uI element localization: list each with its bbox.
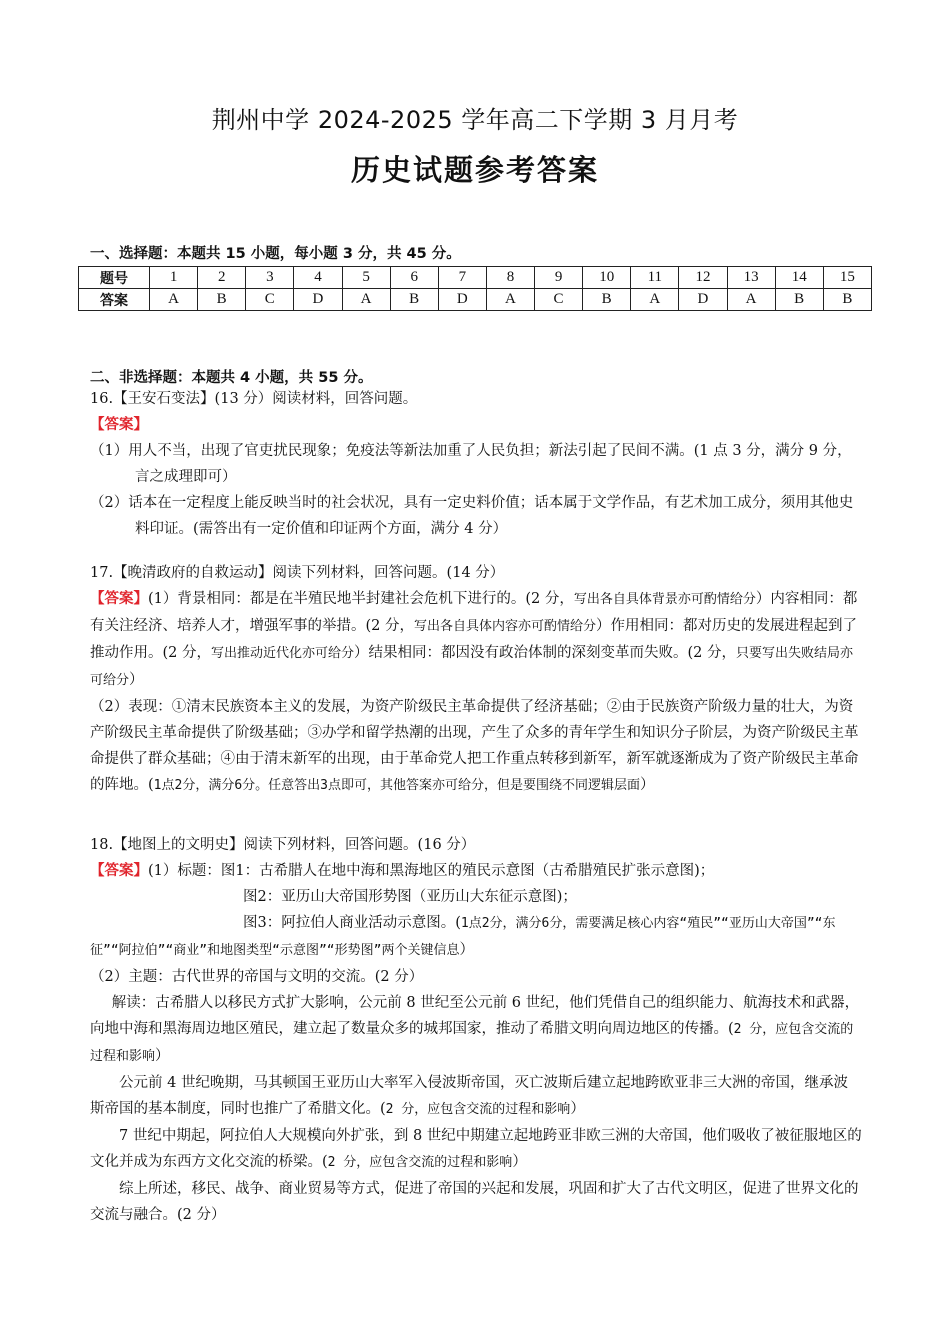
question-number: 4	[294, 267, 342, 289]
answer-cell: B	[390, 289, 438, 311]
grading-note: 写出各自具体内容亦可酌情给分	[414, 619, 597, 634]
paragraph-end: ）	[512, 1154, 527, 1170]
question-number: 11	[631, 267, 679, 289]
q18-paragraph-1	[90, 990, 862, 1070]
q18-fig1-text: (1）标题：图1：古希腊人在地中海和黑海地区的殖民示意图（古希腊殖民扩张示意图)；	[148, 863, 715, 879]
paragraph-text: 7 世纪中期起，阿拉伯人大规模向外扩张，到 8 世纪中期建立起地跨亚非欧三洲的大帝国，他们吸收了被征服地区的文化并成为东西方文化交流的桥梁。(	[90, 1128, 862, 1170]
answer-cell: D	[294, 289, 342, 311]
section-2-heading: 二、非选择题：本题共 4 小题，共 55 分。	[90, 370, 373, 386]
grading-note: 1点2分，满分6分，需要满足核心内容“殖民”“亚历山大帝国”“东征”“阿拉伯”“商业”和地图类型“示意图”“形势图”两个关键信息	[90, 916, 836, 958]
q17-a1-text: ）作用相同：都对历史的发展进程起到了推动作用。(2 分，	[90, 618, 858, 661]
question-number: 5	[342, 267, 390, 289]
q17-answer-1	[90, 586, 862, 694]
row-label-question: 题号	[79, 267, 150, 289]
question-number: 2	[198, 267, 246, 289]
q17-a1-text: ）内容相同：都有关注经济、培养人才，增强军事的举措。(2 分，	[90, 591, 858, 634]
paragraph-end: ）	[155, 1048, 170, 1064]
question-17	[90, 560, 862, 799]
question-17-title: 17.【晚清政府的自救运动】阅读下列材料，回答问题。(14 分）	[90, 565, 505, 581]
question-16-title: 16.【王安石变法】(13 分）阅读材料，回答问题。	[90, 391, 418, 407]
grading-note: 写出推动近代化亦可给分	[211, 646, 355, 661]
question-number: 1	[150, 267, 198, 289]
q18-paragraph-3	[90, 1123, 862, 1176]
row-label-answer: 答案	[79, 289, 150, 311]
question-number: 9	[535, 267, 583, 289]
answer-cell: A	[342, 289, 390, 311]
q16-answer-2: （2）话本在一定程度上能反映当时的社会状况，具有一定史料价值；话本属于文学作品，有艺术加工成分，须用其他史料印证。(需答出有一定价值和印证两个方面，满分 4 分）	[90, 495, 854, 537]
answer-cell: A	[631, 289, 679, 311]
question-number: 6	[390, 267, 438, 289]
page-title: 历史试题参考答案	[350, 153, 599, 187]
q18-fig3-text: 图3：阿拉伯人商业活动示意图。(	[243, 915, 461, 931]
question-18-title: 18.【地图上的文明史】阅读下列材料，回答问题。(16 分）	[90, 837, 476, 853]
exam-title: 荆州中学 2024-2025 学年高二下学期 3 月月考	[211, 106, 739, 134]
question-number: 10	[583, 267, 631, 289]
q18-paragraph-4: 综上所述，移民、战争、商业贸易等方式，促进了帝国的兴起和发展，巩固和扩大了古代文明区，促进了世界文化的交流与融合。(2 分）	[90, 1181, 859, 1223]
question-18	[90, 832, 862, 1228]
grading-note: 2 分，应包含交流的过程和影响	[385, 1102, 571, 1117]
paragraph-text: 解读：古希腊人以移民方式扩大影响，公元前 8 世纪至公元前 6 世纪，他们凭借自己的组织能力、航海技术和武器，向地中海和黑海周边地区殖民，建立起了数量众多的城邦国家，推动了希腊文明向周边地区的传播。(	[90, 995, 860, 1037]
question-number: 15	[823, 267, 871, 289]
question-number: 3	[246, 267, 294, 289]
paragraph-end: ）	[570, 1101, 585, 1117]
answer-cell: A	[727, 289, 775, 311]
grading-note: 只要写出失败结局亦可给分	[90, 646, 854, 688]
answer-cell: D	[679, 289, 727, 311]
answer-cell: C	[535, 289, 583, 311]
answer-table	[78, 266, 872, 311]
answer-cell: B	[775, 289, 823, 311]
q18-fig2: 图2：亚历山大帝国形势图（亚历山大东征示意图)；	[243, 889, 577, 905]
answer-cell: A	[486, 289, 534, 311]
paragraph-text: 公元前 4 世纪晚期，马其顿国王亚历山大率军入侵波斯帝国，灭亡波斯后建立起地跨欧亚非三大洲的帝国，继承波斯帝国的基本制度，同时也推广了希腊文化。(	[90, 1075, 848, 1117]
answer-cell: A	[150, 289, 198, 311]
q18-fig3	[90, 910, 862, 964]
answer-cell: B	[198, 289, 246, 311]
q18-theme: （2）主题：古代世界的帝国与文明的交流。(2 分）	[90, 969, 424, 985]
q18-fig3-end: ）	[459, 942, 474, 958]
answer-cell: D	[438, 289, 486, 311]
grading-note: 2 分，应包含交流的过程和影响	[327, 1155, 513, 1170]
answer-cell: B	[583, 289, 631, 311]
answer-row	[79, 289, 872, 311]
question-number: 7	[438, 267, 486, 289]
grading-note: 2 分，应包含交流的过程和影响	[90, 1022, 854, 1064]
grading-note: 写出各自具体背景亦可酌情给分	[573, 592, 756, 607]
question-number: 12	[679, 267, 727, 289]
q16-answer-1: （1）用人不当，出现了官吏扰民现象；免疫法等新法加重了人民负担；新法引起了民间不满。(1 点 3 分，满分 9 分，言之成理即可）	[90, 443, 852, 485]
question-number: 13	[727, 267, 775, 289]
answer-cell: B	[823, 289, 871, 311]
q17-answer-2	[90, 694, 862, 799]
grading-note: 1点2分，满分6分。任意答出3点即可，其他答案亦可给分，但是要围绕不同逻辑层面	[153, 778, 640, 793]
answer-label: 【答案】	[90, 416, 148, 433]
q17-a1-text: ）	[129, 672, 144, 688]
answer-label: 【答案】	[90, 590, 148, 607]
answer-label: 【答案】	[90, 862, 148, 879]
answer-cell: C	[246, 289, 294, 311]
q17-a2-text: （2）表现：①清末民族资本主义的发展，为资产阶级民主革命提供了经济基础；②由于民族资产阶级力量的壮大，为资产阶级民主革命提供了阶级基础；③办学和留学热潮的出现，产生了众多的青年学生和知识分子阶层，为资产阶级民主革命提供了群众基础；④由于清末新军的出现，由于革命党人把工作重点转移到新军，新军就逐渐成为了资产阶级民主革命的阵地。(	[90, 699, 859, 793]
q18-paragraph-2	[90, 1070, 862, 1123]
q17-a1-text: (1）背景相同：都是在半殖民地半封建社会危机下进行的。(2 分，	[148, 591, 574, 607]
question-number-row	[79, 267, 872, 289]
q18-fig1	[90, 858, 862, 884]
question-number: 8	[486, 267, 534, 289]
question-16	[90, 386, 862, 542]
section-1-heading: 一、选择题：本题共 15 小题，每小题 3 分，共 45 分。	[90, 246, 461, 262]
q17-a2-text: ）	[639, 777, 655, 793]
q17-a1-text: ）结果相同：都因没有政治体制的深刻变革而失败。(2 分，	[354, 645, 737, 661]
question-number: 14	[775, 267, 823, 289]
